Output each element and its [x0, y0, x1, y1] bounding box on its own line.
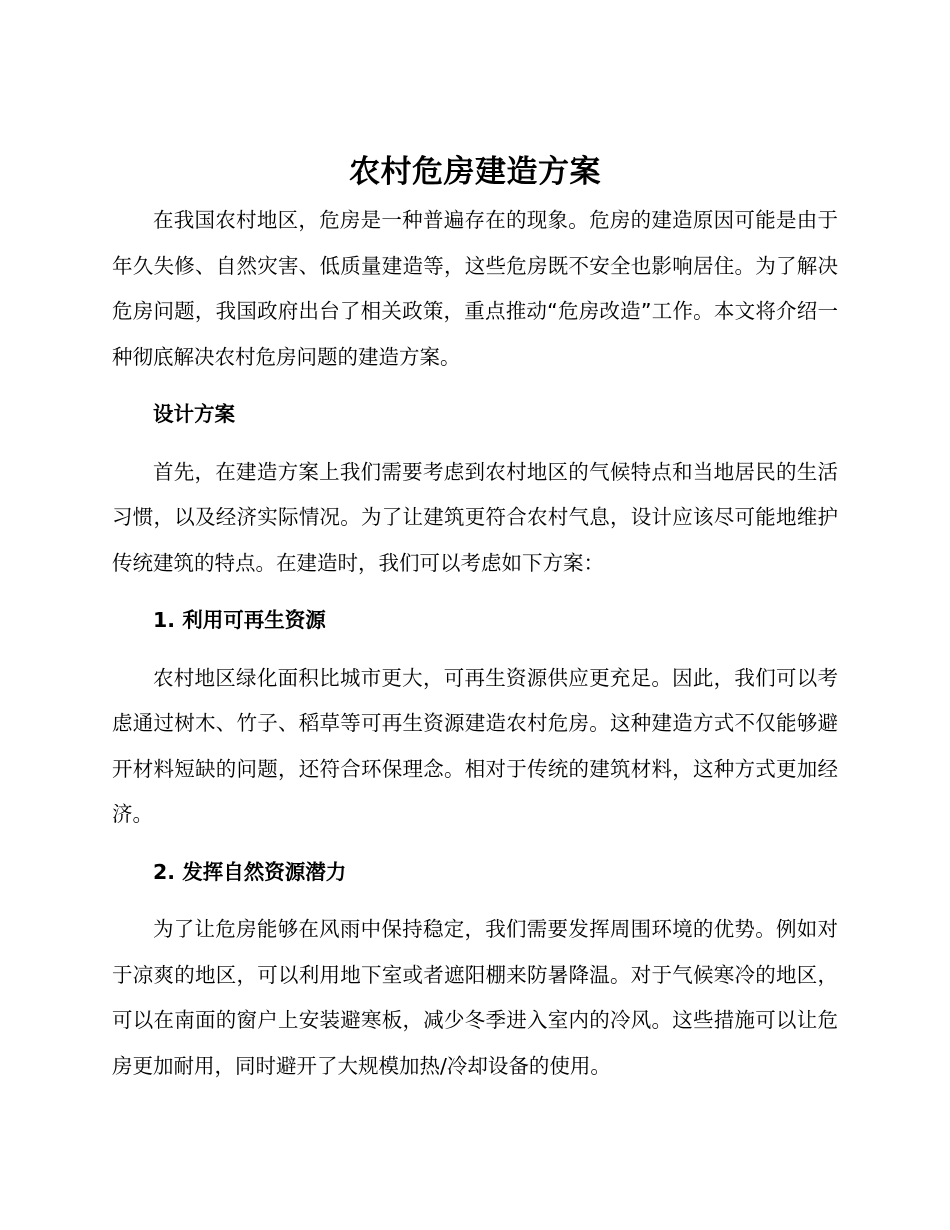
- section-heading-design: 设计方案: [153, 402, 235, 426]
- renewable-paragraph: 农村地区绿化面积比城市更大，可再生资源供应更充足。因此，我们可以考虑通过树木、竹子、稻草等可再生资源建造农村危房。这种建造方式不仅能够避开材料短缺的问题，还符合环保理念。相对于传统的建筑材料，这种方式更加经济。: [112, 665, 838, 826]
- intro-paragraph: 在我国农村地区，危房是一种普遍存在的现象。危房的建造原因可能是由于年久失修、自然灾害、低质量建造等，这些危房既不安全也影响居住。为了解决危房问题，我国政府出台了相关政策，重点推动“危房改造”工作。本文将介绍一种彻底解决农村危房问题的建造方案。: [112, 208, 838, 369]
- design-paragraph: 首先，在建造方案上我们需要考虑到农村地区的气候特点和当地居民的生活习惯，以及经济实际情况。为了让建筑更符合农村气息，设计应该尽可能地维护传统建筑的特点。在建造时，我们可以考虑如下方案：: [112, 459, 838, 575]
- natural-paragraph: 为了让危房能够在风雨中保持稳定，我们需要发挥周围环境的优势。例如对于凉爽的地区，可以利用地下室或者遮阳棚来防暑降温。对于气候寒冷的地区，可以在南面的窗户上安装避寒板，减少冬季进入室内的冷风。这些措施可以让危房更加耐用，同时避开了大规模加热/冷却设备的使用。: [112, 917, 838, 1078]
- section-heading-renewable: 1. 利用可再生资源: [153, 608, 326, 632]
- document-title: 农村危房建造方案: [349, 154, 601, 190]
- section-heading-natural: 2. 发挥自然资源潜力: [153, 859, 347, 884]
